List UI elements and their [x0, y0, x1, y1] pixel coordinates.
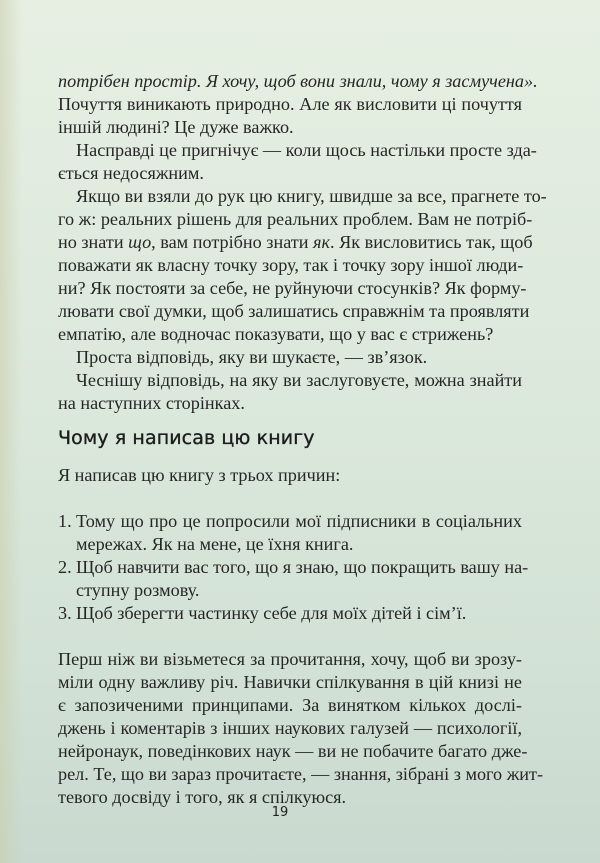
text-line: Перш ніж ви візьметеся за прочитання, хочу, щоб ви зрозу- [58, 649, 522, 669]
emphasis-what: що [128, 232, 152, 252]
text-line: джень і коментарів з інших наукових галузей — психології, [58, 718, 522, 738]
text-line: Чеснішу відповідь, на яку ви заслуговуєте, можна знайти [76, 370, 522, 390]
text-line: тевого досвіду і того, як я спілкуюся. [58, 787, 347, 807]
text-line: ється недосяжним. [58, 163, 204, 183]
text-line: міли одну важливу річ. Навички спілкування в цій книзі не [58, 672, 522, 692]
text-line: го ж: реальних рішень для реальних проблем. Вам не потріб- [58, 209, 533, 229]
list-item [58, 602, 522, 624]
text-line: ни? Як постояти за себе, не руйнуючи стосунків? Як форму- [58, 278, 527, 298]
page-number: 19 [271, 805, 289, 820]
list-text: Щоб зберегти частинку себе для моїх дітей і сім’ї. [76, 603, 467, 623]
text-line: поважати як власну точку зору, так і точку зору іншої люди- [58, 255, 524, 275]
text-line [58, 231, 533, 253]
list-number: 1. [58, 511, 72, 531]
text-line: нейронаук, поведінкових наук — ви не побачите багато дже- [58, 741, 528, 761]
section-heading: Чому я написав цю книгу [58, 427, 315, 449]
text-fragment: но знати [58, 232, 129, 252]
text-line: рел. Те, що ви зараз прочитаєте, — знання, зібрані з мого жит- [58, 764, 544, 784]
list-number: 3. [58, 603, 72, 623]
text-line: Насправді це пригнічує — коли щось настільки просте зда- [76, 140, 537, 160]
list-text: Щоб навчити вас того, що я знаю, що покращить вашу на- [76, 557, 529, 577]
section-lead: Я написав цю книгу з трьох причин: [58, 465, 341, 485]
list-number: 2. [58, 557, 72, 577]
quote-line: потрібен простір. Я хочу, щоб вони знали, чому я засмучена». [58, 71, 538, 91]
text-line: іншій людині? Це дуже важко. [58, 117, 294, 137]
text-line: лювати свої думки, щоб залишатись справжнім та проявляти [58, 301, 530, 321]
emphasis-how: як [313, 232, 330, 252]
list-item-continuation: ступну розмову. [76, 580, 200, 600]
page-gutter-shadow [0, 0, 22, 863]
list-text: Тому що про це попросили мої підписники в соціальних [76, 511, 522, 531]
text-line: на наступних сторінках. [58, 393, 245, 413]
list-item [58, 556, 529, 578]
text-line: Якщо ви взяли до рук цю книгу, швидше за все, прагнете то- [76, 186, 547, 206]
list-item [58, 510, 522, 532]
text-fragment: , вам потрібно знати [151, 232, 314, 252]
text-fragment: . Як висловитись так, щоб [330, 232, 533, 252]
text-line: Почуття виникають природно. Але як висловити ці почуття [58, 94, 522, 114]
text-line: Проста відповідь, яку ви шукаєте, — зв’язок. [76, 347, 428, 367]
text-line: є запозиченими принципами. За винятком кількох дослі- [58, 695, 522, 715]
text-line: емпатію, але водночас показувати, що у вас є стрижень? [58, 324, 494, 344]
list-item-continuation: мережах. Як на мене, це їхня книга. [76, 534, 354, 554]
